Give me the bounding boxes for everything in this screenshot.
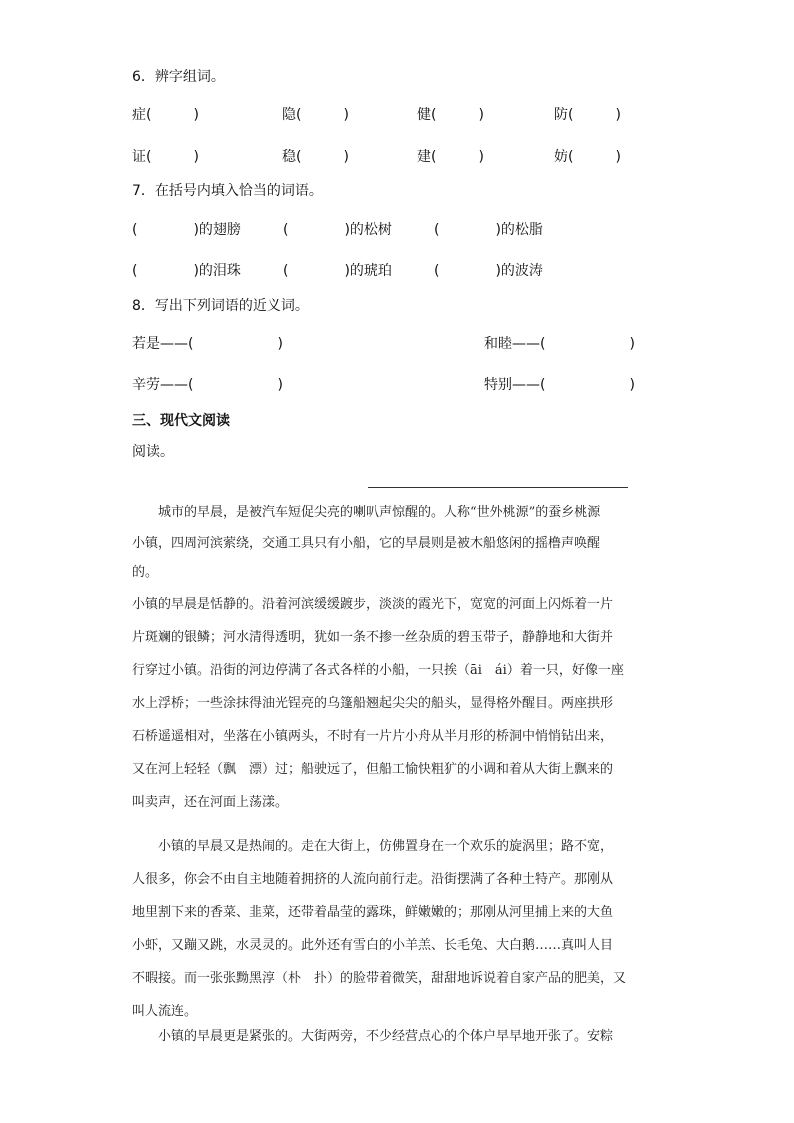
passage-line: 行穿过小镇。沿街的河边停满了各式各样的小船，一只挨（āi ái）着一只，好像一座 bbox=[132, 663, 624, 678]
passage-line: 人很多，你会不由自主地随着拥挤的人流向前行走。沿街摆满了各种土特产。那刚从 bbox=[132, 872, 614, 887]
passage-line: 小虾，又蹦又跳，水灵灵的。此外还有雪白的小羊羔、长毛兔、大白鹅……真叫人目 bbox=[132, 938, 614, 953]
passage-line: 片斑斓的银鳞；河水清得透明，犹如一条不掺一丝杂质的碧玉带子，静静地和大街并 bbox=[132, 630, 614, 645]
passage-line: 石桥遥遥相对，坐落在小镇两头，不时有一片片小舟从半月形的桥洞中悄悄钻出来， bbox=[132, 729, 614, 744]
passage-line: 城市的早晨，是被汽车短促尖亮的喇叭声惊醒的。人称“世外桃源”的蚕乡桃源 bbox=[132, 505, 601, 520]
passage-line: 又在河上轻轻（飘 漂）过；船驶远了，但船工愉快粗犷的小调和着从大街上飘来的 bbox=[132, 762, 614, 777]
q7-item: ( )的松脂 bbox=[434, 222, 543, 238]
title-underline bbox=[368, 487, 628, 488]
q7-title: 7．在括号内填入恰当的词语。 bbox=[132, 183, 323, 199]
passage-line: 叫卖声，还在河面上荡漾。 bbox=[132, 795, 289, 810]
passage-line: 地里割下来的香菜、韭菜，还带着晶莹的露珠，鲜嫩嫩的；那刚从河里捕上来的大鱼 bbox=[132, 905, 614, 920]
q6-title: 6．辨字组词。 bbox=[132, 69, 225, 85]
passage-line: 的。 bbox=[132, 565, 159, 580]
q8-item: 特别——( ) bbox=[484, 377, 635, 393]
q7-item: ( )的翅膀 bbox=[132, 222, 241, 238]
passage-line: 水上浮桥；一些涂抹得油光锃亮的乌篷船翘起尖尖的船头，显得格外醒目。两座拱形 bbox=[132, 696, 614, 711]
section-heading: 三、现代文阅读 bbox=[132, 413, 230, 429]
q6-item: 证( ) bbox=[132, 149, 199, 165]
passage-paragraph-2 bbox=[132, 588, 662, 819]
passage-line: 小镇的早晨又是热闹的。走在大街上，仿佛置身在一个欢乐的旋涡里；路不宽， bbox=[132, 839, 614, 854]
q6-item: 症( ) bbox=[132, 107, 199, 123]
passage-line: 叫人流连。 bbox=[132, 1004, 198, 1019]
passage-line: 小镇的早晨更是紧张的。大街两旁，不少经营点心的个体户早早地开张了。安粽 bbox=[132, 1029, 614, 1044]
q8-item: 和睦——( ) bbox=[484, 336, 635, 352]
q8-item: 若是——( ) bbox=[132, 336, 283, 352]
passage-line: 小镇的早晨是恬静的。沿着河滨缓缓踱步，淡淡的霞光下，宽宽的河面上闪烁着一片 bbox=[132, 597, 614, 612]
passage-paragraph-1 bbox=[132, 496, 662, 586]
q6-item: 妨( ) bbox=[554, 149, 621, 165]
passage-line: 不暇接。而一张张黝黑淳（朴 扑）的脸带着微笑，甜甜地诉说着自家产品的肥美，又 bbox=[132, 971, 627, 986]
passage-line: 小镇，四周河滨萦绕，交通工具只有小船，它的早晨则是被木船悠闲的摇橹声唤醒 bbox=[132, 536, 601, 551]
passage-paragraph-4 bbox=[132, 1020, 662, 1053]
passage-paragraph-3 bbox=[132, 830, 662, 1028]
q6-item: 建( ) bbox=[417, 149, 484, 165]
q6-item: 隐( ) bbox=[282, 107, 349, 123]
q7-item: ( )的琥珀 bbox=[283, 263, 392, 279]
q6-item: 防( ) bbox=[554, 107, 621, 123]
q8-item: 辛劳——( ) bbox=[132, 377, 283, 393]
q7-item: ( )的泪珠 bbox=[132, 263, 241, 279]
q8-title: 8．写出下列词语的近义词。 bbox=[132, 298, 309, 314]
q7-item: ( )的波涛 bbox=[434, 263, 543, 279]
q6-item: 健( ) bbox=[417, 107, 484, 123]
q6-item: 稳( ) bbox=[282, 149, 349, 165]
q7-item: ( )的松树 bbox=[283, 222, 392, 238]
section-instruction: 阅读。 bbox=[132, 444, 174, 460]
